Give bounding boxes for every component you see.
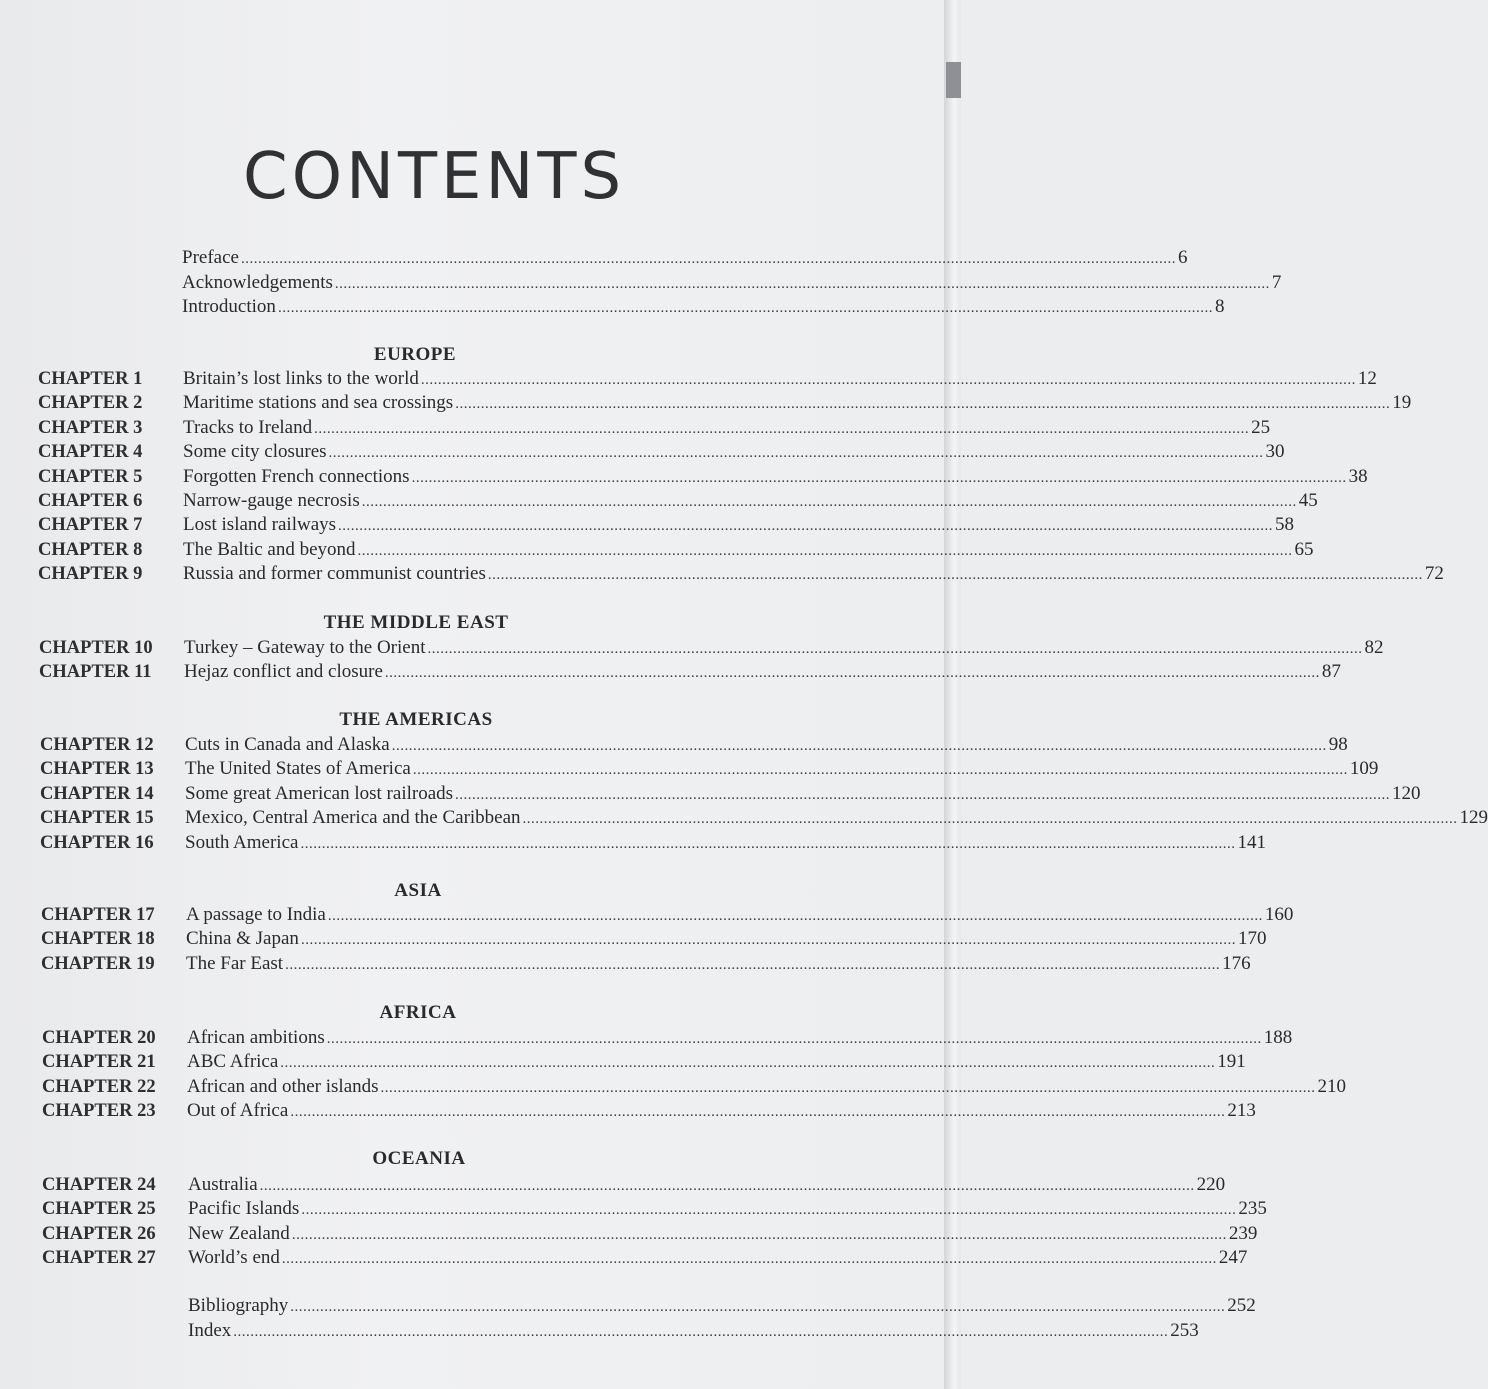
page-title: CONTENTS xyxy=(243,140,626,214)
toc-entry xyxy=(188,1197,1267,1221)
dot-leader: ............................................................................................................................................................................................................................ xyxy=(291,1227,1227,1243)
chapter-label: CHAPTER 15 xyxy=(40,808,154,828)
entry-title: Introduction xyxy=(182,296,276,317)
chapter-label: CHAPTER 22 xyxy=(42,1077,156,1097)
entry-title: New Zealand xyxy=(188,1223,290,1244)
page-number: 253 xyxy=(1170,1320,1199,1341)
entry-title: Mexico, Central America and the Caribbean xyxy=(185,807,521,828)
entry-title: The United States of America xyxy=(185,758,411,779)
page-number: 176 xyxy=(1222,953,1251,974)
chapter-label: CHAPTER 20 xyxy=(42,1028,156,1048)
dot-leader: ............................................................................................................................................................................................................................ xyxy=(301,1202,1237,1218)
dot-leader: ............................................................................................................................................................................................................................ xyxy=(328,445,1264,461)
toc-entry xyxy=(185,831,1266,855)
dot-leader: ............................................................................................................................................................................................................................ xyxy=(280,1055,1216,1071)
toc-entry xyxy=(188,1173,1226,1197)
toc-entry xyxy=(186,952,1251,976)
chapter-label: CHAPTER 2 xyxy=(38,393,143,413)
entry-title: Acknowledgements xyxy=(182,272,333,293)
chapter-label: CHAPTER 24 xyxy=(42,1175,156,1195)
dot-leader: ............................................................................................................................................................................................................................ xyxy=(487,567,1423,583)
entry-title: The Baltic and beyond xyxy=(183,539,356,560)
chapter-label: CHAPTER 11 xyxy=(39,662,152,682)
toc-entry xyxy=(188,1319,1199,1343)
entry-title: Preface xyxy=(182,247,239,268)
dot-leader: ............................................................................................................................................................................................................................ xyxy=(285,957,1221,973)
section-heading: EUROPE xyxy=(373,344,457,365)
entry-title: World’s end xyxy=(188,1247,280,1268)
section-heading: OCEANIA xyxy=(372,1148,466,1169)
entry-title: Forgotten French connections xyxy=(183,466,410,487)
page-number: 6 xyxy=(1177,247,1188,268)
chapter-label: CHAPTER 12 xyxy=(40,735,154,755)
dot-leader: ............................................................................................................................................................................................................................ xyxy=(455,787,1391,803)
dot-leader: ............................................................................................................................................................................................................................ xyxy=(420,372,1356,388)
page-number: 188 xyxy=(1263,1027,1293,1048)
page-number: 220 xyxy=(1196,1174,1226,1195)
toc-entry xyxy=(182,295,1225,319)
toc-entry xyxy=(182,271,1282,295)
toc-entry xyxy=(183,367,1377,391)
chapter-label: CHAPTER 7 xyxy=(38,515,143,535)
toc-entry xyxy=(183,416,1271,440)
entry-title: African and other islands xyxy=(187,1076,379,1097)
dot-leader: ............................................................................................................................................................................................................................ xyxy=(314,421,1250,437)
entry-title: African ambitions xyxy=(187,1027,325,1048)
toc-entry xyxy=(183,513,1295,537)
dot-leader: ............................................................................................................................................................................................................................ xyxy=(300,932,1236,948)
toc-entry xyxy=(188,1222,1258,1246)
dot-leader: ............................................................................................................................................................................................................................ xyxy=(259,1178,1195,1194)
dot-leader: ............................................................................................................................................................................................................................ xyxy=(338,518,1274,534)
dot-leader: ............................................................................................................................................................................................................................ xyxy=(277,300,1213,316)
page-number: 72 xyxy=(1424,563,1444,584)
entry-title: Bibliography xyxy=(188,1295,289,1316)
chapter-label: CHAPTER 13 xyxy=(40,759,154,779)
chapter-label: CHAPTER 1 xyxy=(38,369,143,389)
entry-title: Narrow-gauge necrosis xyxy=(183,490,360,511)
page-number: 235 xyxy=(1238,1198,1267,1219)
toc-entry xyxy=(183,562,1444,586)
dot-leader: ............................................................................................................................................................................................................................ xyxy=(455,396,1391,412)
entry-title: South America xyxy=(185,832,299,853)
dot-leader: ............................................................................................................................................................................................................................ xyxy=(281,1251,1217,1267)
chapter-label: CHAPTER 23 xyxy=(42,1101,156,1121)
toc-entry xyxy=(184,636,1384,660)
entry-title: Hejaz conflict and closure xyxy=(184,661,383,682)
entry-title: Britain’s lost links to the world xyxy=(183,368,419,389)
entry-title: ABC Africa xyxy=(187,1051,279,1072)
chapter-label: CHAPTER 10 xyxy=(39,638,153,658)
dot-leader: ............................................................................................................................................................................................................................ xyxy=(290,1104,1226,1120)
toc-entry xyxy=(183,440,1285,464)
entry-title: Pacific Islands xyxy=(188,1198,300,1219)
page-number: 120 xyxy=(1392,783,1421,804)
chapter-label: CHAPTER 18 xyxy=(41,929,155,949)
page-number: 30 xyxy=(1265,441,1285,462)
chapter-label: CHAPTER 16 xyxy=(40,833,154,853)
chapter-label: CHAPTER 6 xyxy=(38,491,143,511)
page-number: 247 xyxy=(1218,1247,1248,1268)
toc-entry xyxy=(188,1246,1248,1270)
chapter-label: CHAPTER 8 xyxy=(38,540,143,560)
entry-title: Out of Africa xyxy=(187,1100,289,1121)
page-number: 109 xyxy=(1349,758,1379,779)
dot-leader: ............................................................................................................................................................................................................................ xyxy=(361,494,1297,510)
entry-title: Cuts in Canada and Alaska xyxy=(185,734,390,755)
page-number: 25 xyxy=(1251,417,1271,438)
page-number: 87 xyxy=(1321,661,1341,682)
page-number: 45 xyxy=(1298,490,1318,511)
dot-leader: ............................................................................................................................................................................................................................ xyxy=(391,738,1327,754)
dot-leader: ............................................................................................................................................................................................................................ xyxy=(522,811,1458,827)
dot-leader: ............................................................................................................................................................................................................................ xyxy=(357,543,1293,559)
dot-leader: ............................................................................................................................................................................................................................ xyxy=(233,1324,1169,1340)
chapter-label: CHAPTER 14 xyxy=(40,784,154,804)
dot-leader: ............................................................................................................................................................................................................................ xyxy=(300,836,1236,852)
dot-leader: ............................................................................................................................................................................................................................ xyxy=(290,1299,1226,1315)
toc-entry xyxy=(183,465,1368,489)
page-number: 7 xyxy=(1271,272,1282,293)
page-number: 98 xyxy=(1328,734,1348,755)
dot-leader: ............................................................................................................................................................................................................................ xyxy=(334,276,1270,292)
page-number: 129 xyxy=(1459,807,1488,828)
page-number: 65 xyxy=(1294,539,1314,560)
entry-title: Some city closures xyxy=(183,441,327,462)
page-number: 170 xyxy=(1237,928,1267,949)
page-number: 141 xyxy=(1237,832,1266,853)
entry-title: Lost island railways xyxy=(183,514,337,535)
entry-title: Some great American lost railroads xyxy=(185,783,454,804)
toc-entry xyxy=(187,1075,1347,1099)
chapter-label: CHAPTER 25 xyxy=(42,1199,156,1219)
chapter-label: CHAPTER 3 xyxy=(38,418,143,438)
page-number: 19 xyxy=(1392,392,1412,413)
section-heading: ASIA xyxy=(394,880,442,901)
toc-entry xyxy=(186,927,1267,951)
page-number: 160 xyxy=(1264,904,1294,925)
chapter-label: CHAPTER 9 xyxy=(38,564,143,584)
toc-entry xyxy=(186,903,1294,927)
dot-leader: ............................................................................................................................................................................................................................ xyxy=(327,908,1263,924)
toc-entry xyxy=(187,1050,1246,1074)
chapter-label: CHAPTER 17 xyxy=(41,905,155,925)
toc-entry xyxy=(182,246,1188,270)
page-number: 12 xyxy=(1357,368,1377,389)
toc-entry xyxy=(185,806,1488,830)
page-number: 191 xyxy=(1217,1051,1246,1072)
chapter-label: CHAPTER 5 xyxy=(38,467,143,487)
page-number: 210 xyxy=(1317,1076,1347,1097)
page-number: 38 xyxy=(1348,466,1368,487)
dot-leader: ............................................................................................................................................................................................................................ xyxy=(326,1031,1262,1047)
section-heading: AFRICA xyxy=(379,1002,457,1023)
entry-title: Australia xyxy=(188,1174,258,1195)
dot-leader: ............................................................................................................................................................................................................................ xyxy=(240,251,1176,267)
dot-leader: ............................................................................................................................................................................................................................ xyxy=(411,470,1347,486)
chapter-label: CHAPTER 27 xyxy=(42,1248,156,1268)
entry-title: Index xyxy=(188,1320,232,1341)
entry-title: Maritime stations and sea crossings xyxy=(183,392,454,413)
entry-title: China & Japan xyxy=(186,928,299,949)
page-number: 252 xyxy=(1227,1295,1256,1316)
toc-entry xyxy=(185,733,1348,757)
toc-entry xyxy=(183,489,1318,513)
entry-title: Turkey – Gateway to the Orient xyxy=(184,637,426,658)
dot-leader: ............................................................................................................................................................................................................................ xyxy=(384,665,1320,681)
toc-entry xyxy=(183,391,1412,415)
chapter-label: CHAPTER 4 xyxy=(38,442,143,462)
page-edge-marker xyxy=(946,62,961,98)
page-number: 239 xyxy=(1228,1223,1258,1244)
toc-entry xyxy=(185,782,1421,806)
chapter-label: CHAPTER 19 xyxy=(41,954,155,974)
toc-entry xyxy=(188,1294,1256,1318)
toc-entry xyxy=(187,1099,1256,1123)
chapter-label: CHAPTER 26 xyxy=(42,1224,156,1244)
toc-entry xyxy=(184,660,1341,684)
entry-title: Tracks to Ireland xyxy=(183,417,313,438)
toc-entry xyxy=(185,757,1379,781)
chapter-label: CHAPTER 21 xyxy=(42,1052,156,1072)
entry-title: A passage to India xyxy=(186,904,326,925)
section-heading: THE MIDDLE EAST xyxy=(323,612,509,633)
page-number: 213 xyxy=(1227,1100,1256,1121)
dot-leader: ............................................................................................................................................................................................................................ xyxy=(412,762,1348,778)
toc-entry xyxy=(183,538,1314,562)
page-number: 58 xyxy=(1275,514,1295,535)
page-number: 8 xyxy=(1214,296,1225,317)
entry-title: Russia and former communist countries xyxy=(183,563,486,584)
toc-entry xyxy=(187,1026,1293,1050)
dot-leader: ............................................................................................................................................................................................................................ xyxy=(427,641,1363,657)
page-number: 82 xyxy=(1364,637,1384,658)
section-heading: THE AMERICAS xyxy=(339,709,493,730)
entry-title: The Far East xyxy=(186,953,284,974)
dot-leader: ............................................................................................................................................................................................................................ xyxy=(380,1080,1316,1096)
